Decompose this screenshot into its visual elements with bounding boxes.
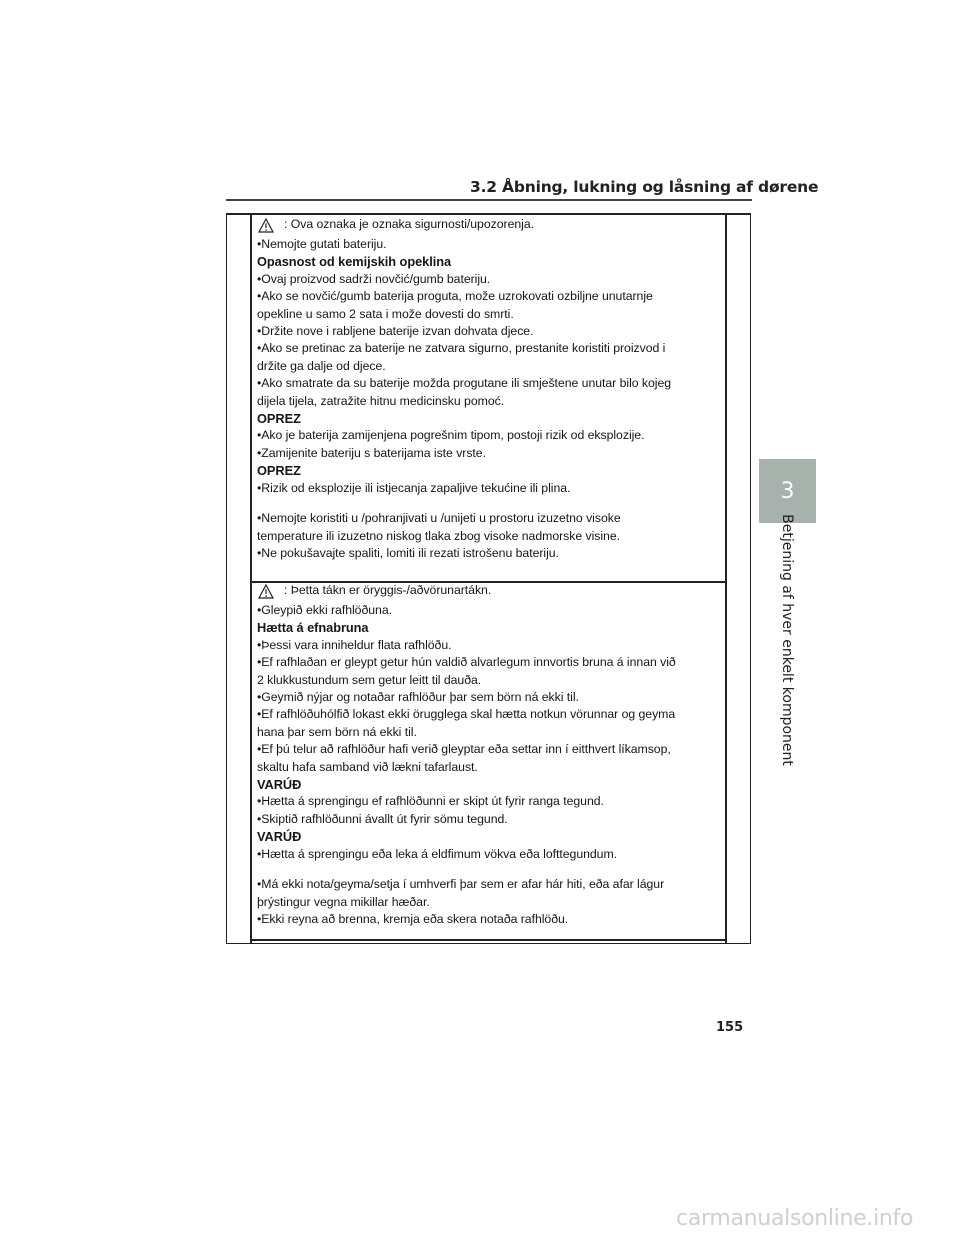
chapter-title-vertical: Betjening af hver enkelt komponent [779, 514, 795, 766]
section-heading: OPREZ [257, 463, 301, 479]
warning-text-line: skaltu hafa samband við lækni tafarlaust. [257, 759, 478, 774]
scan-inner-left-edge [250, 213, 252, 944]
warning-text-line: •Nemojte gutati bateriju. [257, 237, 387, 251]
icelandic-warning-symbol-text: : Þetta tákn er öryggis-/aðvörunartákn. [284, 583, 492, 598]
warning-text-line: •Ef rafhlaðan er gleypt getur hún valdið alvarlegum innvortis bruna á innan við [257, 655, 676, 670]
warning-text-line: •Ako se novčić/gumb baterija proguta, može uzrokovati ozbiljne unutarnje [257, 289, 653, 304]
page-number: 155 [716, 1020, 744, 1035]
warning-text-line: •Gleypið ekki rafhlöðuna. [257, 603, 392, 617]
warning-text-line: •Ne pokušavajte spaliti, lomiti ili rezati istrošenu bateriju. [257, 545, 559, 560]
watermark: carmanualsonline.info [676, 1206, 914, 1231]
warning-text-line: •Ako se pretinac za baterije ne zatvara sigurno, prestanite koristiti proizvod i [257, 341, 666, 356]
scan-inner-right-edge [725, 213, 727, 944]
warning-text-line: •Ako je baterija zamijenjena pogrešnim tipom, postoji rizik od eksplozije. [257, 428, 645, 443]
croatian-warning-symbol-row [257, 214, 717, 236]
section-heading: Opasnost od kemijskih opeklina [257, 254, 452, 270]
warning-text-line: •Geymið nýjar og notaðar rafhlöður þar sem börn ná ekki til. [257, 690, 579, 705]
croatian-warning-symbol-text: : Ova oznaka je oznaka sigurnosti/upozorenja. [284, 217, 534, 232]
header-rule [226, 199, 752, 201]
warning-text-line: •Ovaj proizvod sadrži novčić/gumb bateriju. [257, 271, 491, 286]
croatian-lines [257, 236, 717, 562]
warning-text-line: 2 klukkustundum sem getur leitt til dauða. [257, 672, 482, 687]
warning-text-line: •Ef þú telur að rafhlöður hafi verið gleyptar eða settar inn í eitthvert líkamsop, [257, 742, 671, 757]
warning-text-line: •Hætta á sprengingu eða leka á eldfimum vökva eða lofttegundum. [257, 846, 618, 861]
warning-triangle-icon [258, 218, 274, 233]
icelandic-warning-symbol-row [257, 580, 717, 602]
warning-text-line: •Ef rafhlöðuhólfið lokast ekki örugglega skal hætta notkun vörunnar og geyma [257, 707, 676, 722]
warning-text-line: hana þar sem börn ná ekki til. [257, 724, 417, 739]
croatian-warning-block [257, 214, 717, 562]
warning-triangle-icon [258, 584, 274, 599]
warning-text-line: •Zamijenite bateriju s baterijama iste vrste. [257, 445, 486, 460]
warning-text-line: •Nemojte koristiti u /pohranjivati u /unijeti u prostoru izuzetno visoke [257, 511, 621, 526]
icelandic-lines [257, 602, 717, 928]
section-heading: OPREZ [257, 411, 301, 427]
section-heading: VARÚÐ [257, 777, 302, 793]
warning-text-line: •Rizik od eksplozije ili istjecanja zapaljive tekućine ili plina. [257, 480, 571, 495]
warning-text-line: temperature ili izuzetno niskog tlaka zbog visoke nadmorske visine. [257, 528, 621, 543]
warning-text-line: •Skiptið rafhlöðunni ávallt út fyrir sömu tegund. [257, 811, 508, 826]
warning-text-line: •Držite nove i rabljene baterije izvan dohvata djece. [257, 324, 534, 339]
warning-text-line: •Ako smatrate da su baterije možda progutane ili smještene unutar bilo kojeg [257, 376, 672, 391]
warning-text-line: •Hætta á sprengingu ef rafhlöðunni er skipt út fyrir ranga tegund. [257, 794, 604, 809]
paragraph-gap [257, 863, 717, 876]
warning-text-line: držite ga dalje od djece. [257, 358, 386, 373]
warning-text-line: •Ekki reyna að brenna, kremja eða skera notaða rafhlöðu. [257, 911, 569, 926]
warning-text-line: dijela tijela, zatražite hitnu medicinsku pomoć. [257, 393, 505, 408]
section-heading: VARÚÐ [257, 829, 302, 845]
icelandic-warning-block [257, 580, 717, 928]
section-heading: Hætta á efnabruna [257, 620, 369, 636]
warning-text-line: •Þessi vara inniheldur flata rafhlöðu. [257, 637, 452, 652]
paragraph-gap [257, 497, 717, 510]
chapter-number: 3 [780, 478, 795, 504]
warning-text-line: þrýstingur vegna mikillar hæðar. [257, 894, 430, 909]
warning-text-line: •Má ekki nota/geyma/setja í umhverfi þar sem er afar hár hiti, eða afar lágur [257, 877, 665, 892]
header-section-title: 3.2 Åbning, lukning og låsning af dørene [470, 178, 819, 196]
scan-bottom-rule [250, 939, 726, 941]
warning-text-line: opekline u samo 2 sata i može dovesti do smrti. [257, 306, 514, 321]
